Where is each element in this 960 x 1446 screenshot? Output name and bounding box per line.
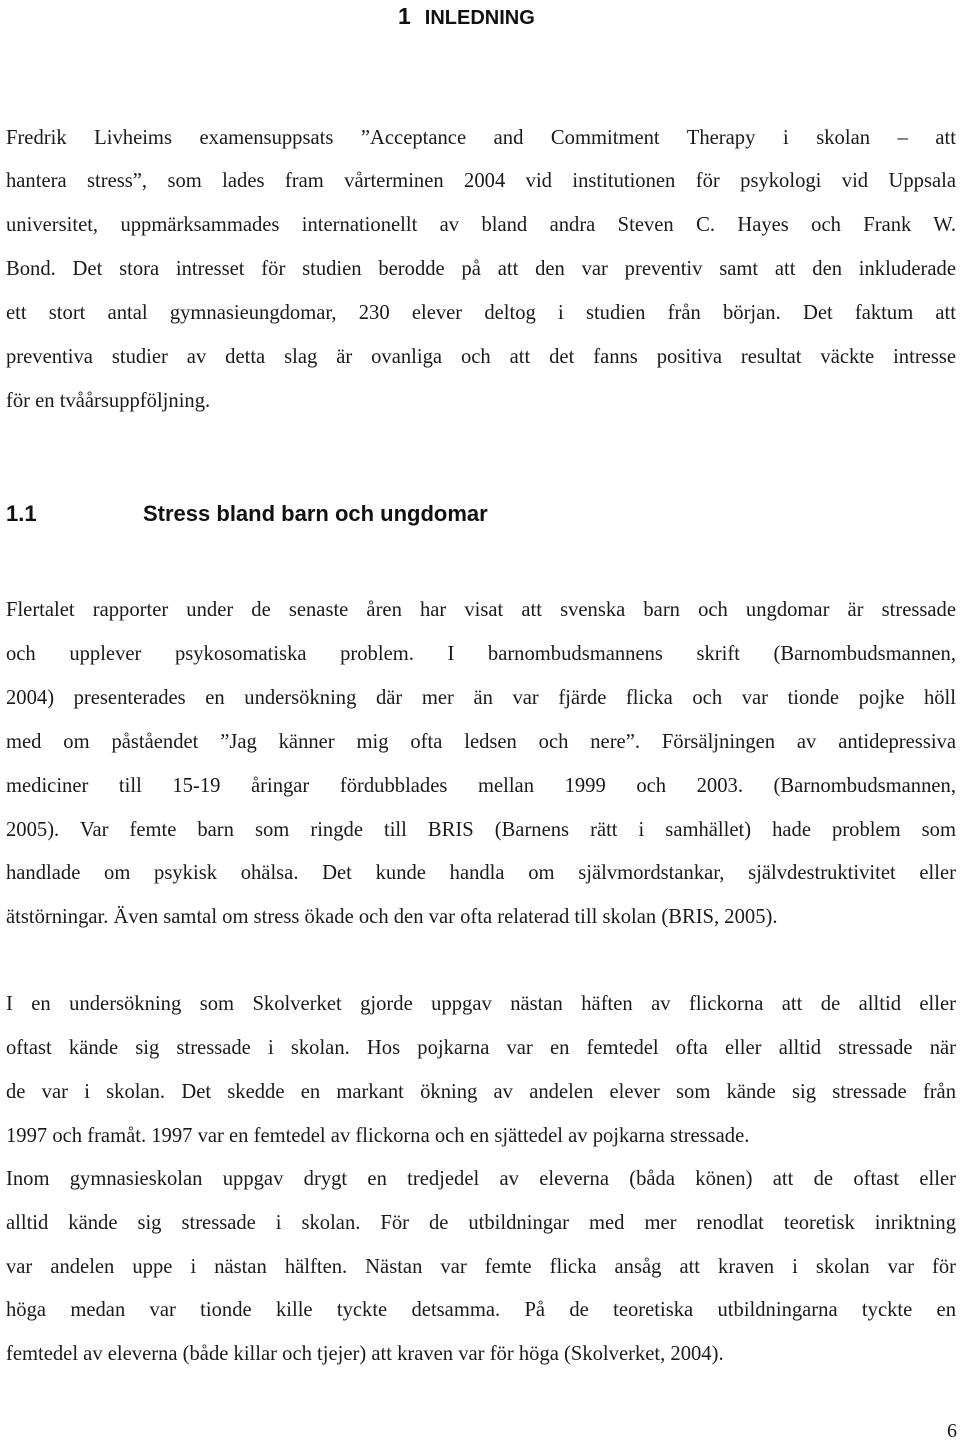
text-line: 1997 och framåt. 1997 var en femtedel av flickorna och en sjättedel av pojkarna stressade.: [6, 1125, 750, 1147]
text-line: Flertalet rapporter under de senaste åren har visat att svenska barn och ungdomar är stressade: [6, 599, 956, 621]
text-line: femtedel av eleverna (både killar och tjejer) att kraven var för höga (Skolverket, 2004).: [6, 1343, 724, 1365]
text-line: och upplever psykosomatiska problem. I barnombudsmannens skrift (Barnombudsmannen,: [6, 643, 956, 665]
text-line: för en tvåårsuppföljning.: [6, 390, 211, 412]
text-line: de var i skolan. Det skedde en markant ökning av andelen elever som kände sig stressade från: [6, 1081, 956, 1103]
text-line: ett stort antal gymnasieungdomar, 230 elever deltog i studien från början. Det faktum att: [6, 302, 956, 324]
text-line: Bond. Det stora intresset för studien berodde på att den var preventiv samt att den inkluderade: [6, 258, 956, 280]
text-line: hantera stress”, som lades fram vårterminen 2004 vid institutionen för psykologi vid Uppsala: [6, 170, 956, 192]
section-title: Stress bland barn och ungdomar: [143, 501, 488, 526]
text-line: handlade om psykisk ohälsa. Det kunde handla om självmordstankar, självdestruktivitet eller: [6, 862, 956, 884]
text-line: universitet, uppmärksammades internationellt av bland andra Steven C. Hayes och Frank W.: [6, 214, 956, 236]
text-line: 2005). Var femte barn som ringde till BRIS (Barnens rätt i samhället) hade problem som: [6, 819, 956, 841]
section-number: 1.1: [6, 501, 37, 526]
chapter-heading: [398, 2, 535, 34]
text-line: mediciner till 15-19 åringar fördubblades mellan 1999 och 2003. (Barnombudsmannen,: [6, 775, 956, 797]
text-line: oftast kände sig stressade i skolan. Hos pojkarna var en femtedel ofta eller alltid stressade när: [6, 1037, 956, 1059]
text-line: I en undersökning som Skolverket gjorde uppgav nästan häften av flickorna att de alltid eller: [6, 993, 956, 1015]
text-line: med om påståendet ”Jag känner mig ofta ledsen och nere”. Försäljningen av antidepressiva: [6, 731, 956, 753]
page-number: 6: [947, 1420, 957, 1442]
section-heading: [6, 500, 906, 528]
text-line: Fredrik Livheims examensuppsats ”Acceptance and Commitment Therapy i skolan – att: [6, 127, 956, 149]
text-line: 2004) presenterades en undersökning där mer än var fjärde flicka och var tionde pojke höll: [6, 687, 956, 709]
text-line: preventiva studier av detta slag är ovanliga och att det fanns positiva resultat väckte intresse: [6, 346, 956, 368]
chapter-number: 1: [398, 3, 411, 29]
text-line: höga medan var tionde kille tyckte detsamma. På de teoretiska utbildningarna tyckte en: [6, 1299, 956, 1321]
text-line: ätstörningar. Även samtal om stress ökade och den var ofta relaterad till skolan (BRIS, 2005).: [6, 906, 778, 928]
text-line: Inom gymnasieskolan uppgav drygt en tredjedel av eleverna (båda könen) att de oftast eller: [6, 1168, 956, 1190]
chapter-title: INLEDNING: [424, 7, 535, 29]
text-line: alltid kände sig stressade i skolan. För de utbildningar med mer renodlat teoretisk inriktning: [6, 1212, 956, 1234]
text-line: var andelen uppe i nästan hälften. Nästan var femte flicka ansåg att kraven i skolan var för: [6, 1256, 956, 1278]
